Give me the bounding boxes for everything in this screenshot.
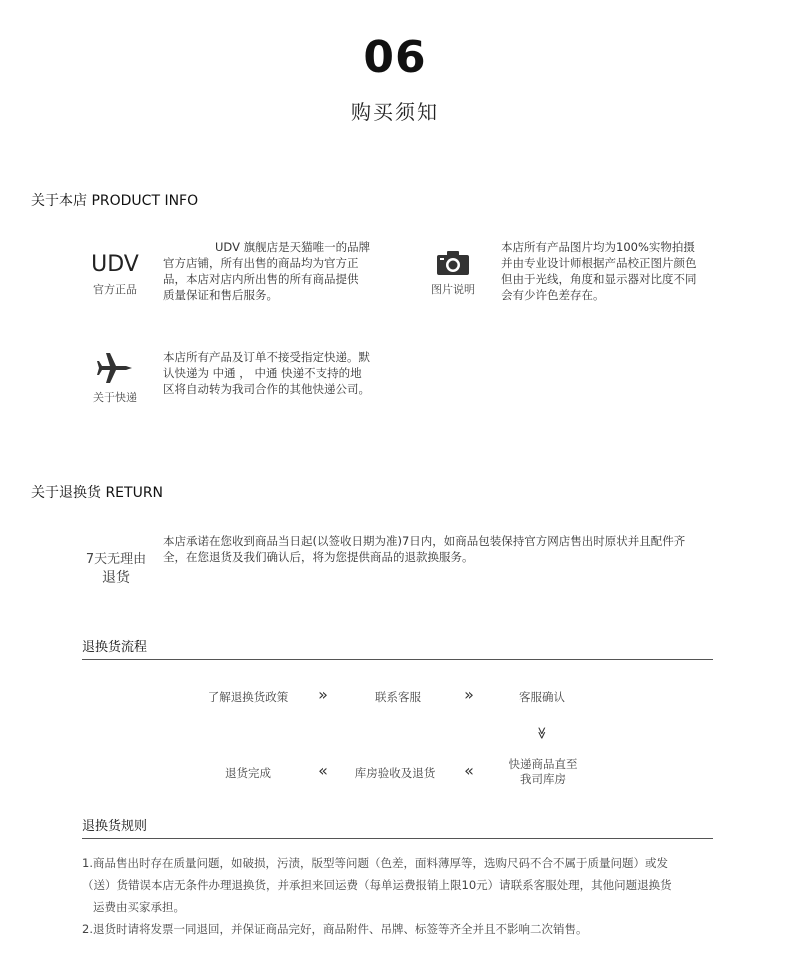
down-arrow-icon: ≫ [535,726,549,740]
rule-line: 2.退货时请将发票一同退回，并保证商品完好，商品附件、吊牌、标签等齐全并且不影响二次销售。 [82,922,588,936]
official-genuine-label: 官方正品 [93,283,137,296]
text-line: 区将自动转为我司合作的其他快递公司。 [163,382,370,396]
airplane-icon [96,350,134,386]
text-line: 全，在您退货及我们确认后，将为您提供商品的退款换服务。 [163,550,474,564]
rule-line: （送）货错误本店无条件办理退换货，并承担来回运费（每单运费报销上限10元）请联系客服处理，其他问题退换货 [82,878,672,892]
return-policy-text [163,533,723,565]
udv-logo: UDV [91,252,139,277]
step-line: 我司库房 [520,772,566,786]
section-number: 06 [363,32,427,83]
process-step-ship [498,757,588,787]
returns-heading: 关于退换货 RETURN [31,485,164,501]
official-store-text [163,239,393,303]
page-title: 购买须知 [351,100,439,124]
text-line: 本店承诺在您收到商品当日起(以签收日期为准)7日内，如商品包装保持官方网店售出时原状并且配件齐 [163,534,686,548]
left-arrow-icon: « [318,761,328,780]
text-line: 官方店铺，所有出售的商品均为官方正 [163,256,359,270]
camera-icon [436,250,470,276]
rule-line: 运费由买家承担。 [93,900,185,914]
left-arrow-icon: « [464,761,474,780]
step-line: 快递商品直至 [508,757,578,771]
right-arrow-icon: » [464,685,474,704]
text-line: 会有少许色差存在。 [501,288,605,302]
text-line: 但由于光线，角度和显示器对比度不同 [501,272,697,286]
seven-day-return-badge-line1: 7天无理由 [85,552,147,567]
process-step-confirm: 客服确认 [519,690,565,704]
shipping-label: 关于快递 [93,391,137,404]
rule-line: 1.商品售出时存在质量问题，如破损，污渍，版型等问题（色差，面料薄厚等，选购尺码不合不属于质量问题）或发 [82,856,668,870]
text-line: 本店所有产品图片均为100%实物拍摄 [501,240,695,254]
seven-day-return-badge-line2: 退货 [102,570,130,586]
return-rules-title: 退换货规则 [82,815,713,839]
text-line: 品，本店对店内所出售的所有商品提供 [163,272,359,286]
process-step-policy: 了解退换货政策 [207,690,289,704]
return-rules-text [82,852,712,940]
image-note-label: 图片说明 [431,283,475,296]
text-line: UDV 旗舰店是天猫唯一的品牌 [215,240,371,254]
text-line: 并由专业设计师根据产品校正图片颜色 [501,256,697,270]
text-line: 质量保证和售后服务。 [163,288,278,302]
image-note-text [501,239,731,303]
shipping-text [163,349,403,397]
text-line: 认快递为 中通 ， 中通 快递不支持的地 [163,366,362,380]
return-process-title: 退换货流程 [82,636,713,660]
process-step-contact: 联系客服 [375,690,421,704]
process-step-done: 退货完成 [225,766,271,780]
text-line: 本店所有产品及订单不接受指定快递。默 [163,350,370,364]
process-step-inspect: 库房验收及退货 [354,766,436,780]
about-store-heading: 关于本店 PRODUCT INFO [31,193,199,209]
right-arrow-icon: » [318,685,328,704]
